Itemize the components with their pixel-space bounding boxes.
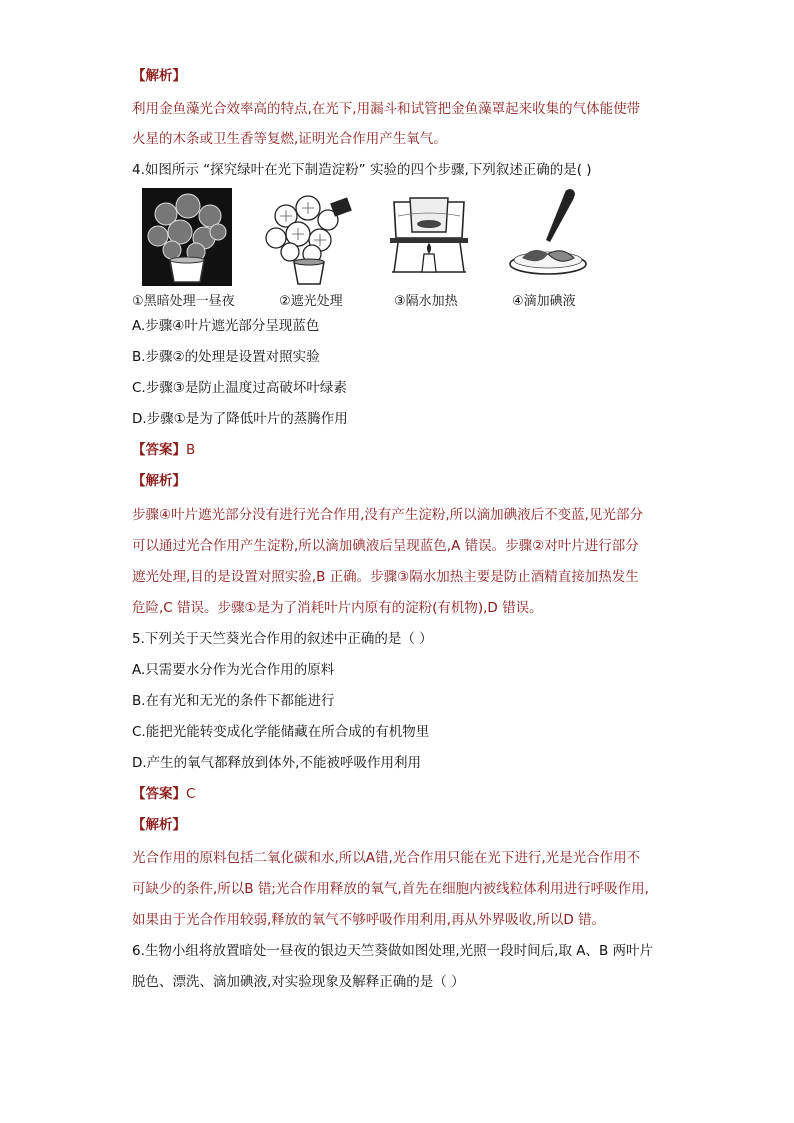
- q4-answer-label: 【答案】: [132, 442, 186, 458]
- q5-analysis-label: 【解析】: [132, 817, 186, 833]
- iodine-drop-image: [504, 188, 594, 284]
- q5-answer-value: C: [186, 786, 196, 802]
- q4-option-d: D.步骤①是为了降低叶片的蒸腾作用: [132, 411, 348, 427]
- q4-option-c: C.步骤③是防止温度过高破坏叶绿素: [132, 380, 347, 396]
- q5-stem: 5.下列关于天竺葵光合作用的叙述中正确的是（ ）: [132, 631, 433, 647]
- caption-step-2: ②遮光处理: [279, 294, 343, 309]
- q5-answer-label: 【答案】: [132, 786, 186, 802]
- q4-analysis-line-4: 危险,C 错误。步骤①是为了消耗叶片内原有的淀粉(有机物),D 错误。: [132, 600, 543, 616]
- q5-answer: [132, 784, 195, 804]
- q4-analysis-line-2: 可以通过光合作用产生淀粉,所以滴加碘液后呈现蓝色,A 错误。步骤②对叶片进行部分: [132, 538, 639, 554]
- water-bath-image: [384, 188, 474, 284]
- q4-answer: [132, 440, 195, 460]
- q3-analysis-line-1: 利用金鱼藻光合效率高的特点,在光下,用漏斗和试管把金鱼藻罩起来收集的气体能使带: [132, 101, 641, 117]
- q4-analysis-label: 【解析】: [132, 473, 186, 489]
- q4-option-a: A.步骤④叶片遮光部分呈现蓝色: [132, 318, 320, 334]
- q5-analysis-line-3: 如果由于光合作用较弱,释放的氧气不够呼吸作用利用,再从外界吸收,所以D 错。: [132, 912, 606, 928]
- q5-option-a: A.只需要水分作为光合作用的原料: [132, 662, 335, 678]
- q6-stem-line-2: 脱色、漂洗、滴加碘液,对实验现象及解释正确的是（ ）: [132, 974, 465, 990]
- q3-analysis-label: 【解析】: [132, 68, 186, 84]
- dark-plant-image: [142, 188, 232, 286]
- q5-analysis-line-2: 可缺少的条件,所以B 错;光合作用释放的氧气,首先在细胞内被线粒体利用进行呼吸作用,: [132, 881, 649, 897]
- q5-option-c: C.能把光能转变成化学能储藏在所合成的有机物里: [132, 724, 430, 740]
- q6-stem-line-1: 6.生物小组将放置暗处一昼夜的银边天竺葵做如图处理,光照一段时间后,取 A、B 两叶片: [132, 943, 654, 959]
- q5-option-d: D.产生的氧气都释放到体外,不能被呼吸作用利用: [132, 755, 421, 771]
- caption-step-4: ④滴加碘液: [512, 294, 576, 309]
- shaded-plant-image: [262, 190, 358, 286]
- q4-analysis-line-3: 遮光处理,目的是设置对照实验,B 正确。步骤③隔水加热主要是防止酒精直接加热发生: [132, 569, 639, 585]
- q3-analysis-line-2: 火星的木条或卫生香等复燃,证明光合作用产生氧气。: [132, 131, 447, 147]
- caption-step-1: ①黑暗处理一昼夜: [132, 294, 235, 309]
- q4-answer-value: B: [186, 442, 196, 458]
- q5-option-b: B.在有光和无光的条件下都能进行: [132, 693, 335, 709]
- q4-stem: 4.如图所示 “探究绿叶在光下制造淀粉” 实验的四个步骤,下列叙述正确的是( ): [132, 162, 592, 178]
- q4-analysis-line-1: 步骤④叶片遮光部分没有进行光合作用,没有产生淀粉,所以滴加碘液后不变蓝,见光部分: [132, 507, 643, 523]
- caption-step-3: ③隔水加热: [394, 294, 458, 309]
- q5-analysis-line-1: 光合作用的原料包括二氧化碳和水,所以A错,光合作用只能在光下进行,光是光合作用不: [132, 850, 641, 866]
- q4-option-b: B.步骤②的处理是设置对照实验: [132, 349, 320, 365]
